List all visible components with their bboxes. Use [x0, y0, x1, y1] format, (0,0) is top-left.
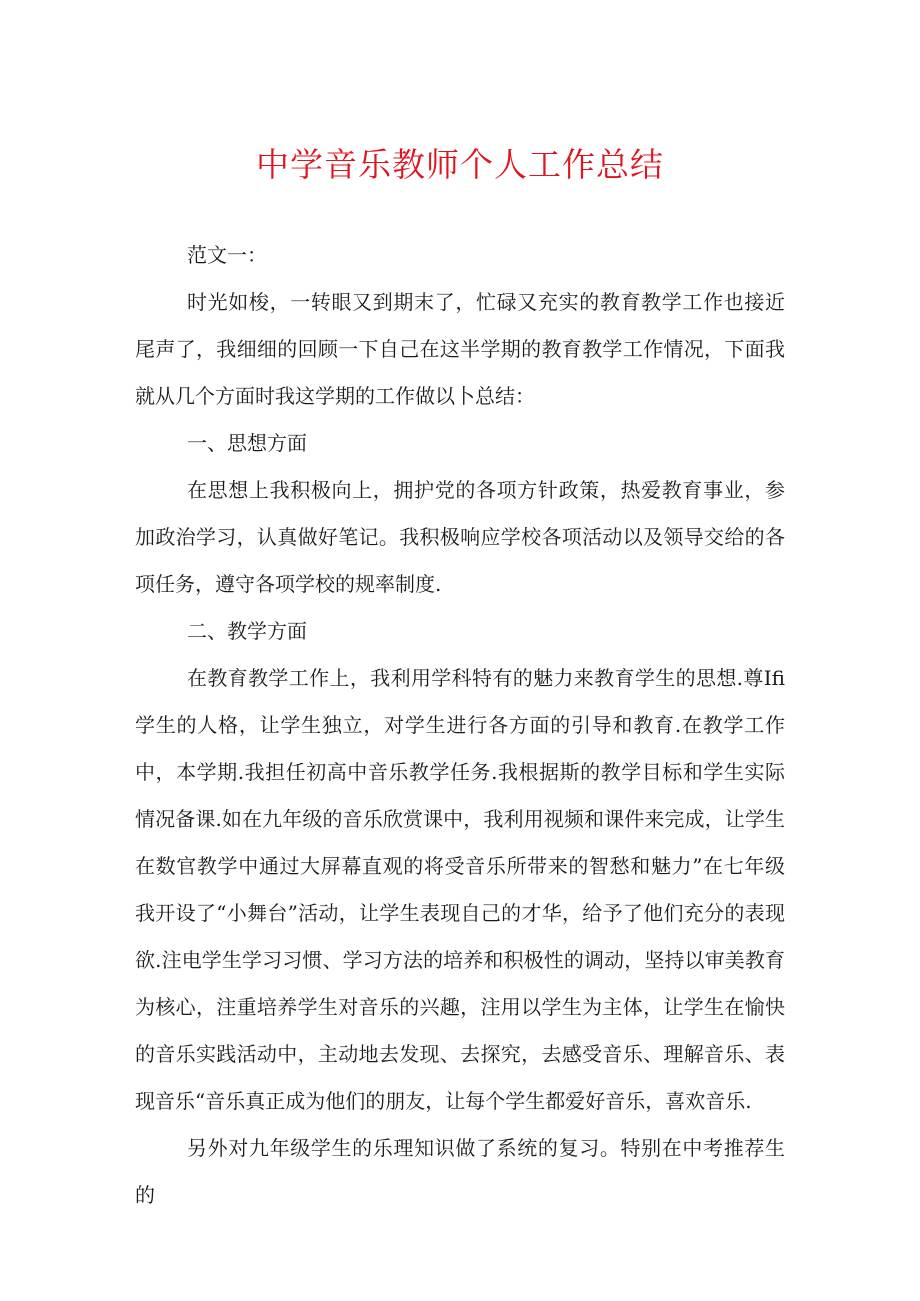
- document-title: 中学音乐教师个人工作总结: [256, 145, 664, 184]
- paragraph-sample-label: 范文一：: [187, 243, 267, 267]
- paragraph-thought: 在思想上我积极向上，拥护党的各项方针政策，热爱教育事业，参加政治学习，认真做好笔记。我积极响应学校各项活动以及领导交给的各项任务，遵守各项学校的规率制度.: [135, 478, 785, 596]
- paragraph-teaching: 在教育教学工作上，我利用学科特有的魅力来教育学生的思想.尊Ifi学生的人格，让学生独立，对学生进行各方面的引导和教育.在教学工作中，本学期.我担任初高中音乐教学任务.我根据斯的教学目标和学生实际情况备课.如在九年级的音乐欣赏课中，我利用视频和课件来完成，让学生在数官教学中通过大屏幕直观的将受音乐所带来的智愁和魅力”在七年级我开设了“小舞台”活动，让学生表现自己的才华，给予了他们充分的表现欲.注电学生学习习惯、学习方法的培养和积极性的调动，坚持以审美教育为核心，注重培养学生对音乐的兴趣，注用以学生为主体，让学生在愉快的音乐实践活动中，主动地去发现、去探究，去感受音乐、理解音乐、表现音乐“音乐真正成为他们的朋友，让每个学生都爱好音乐，喜欢音乐.: [135, 666, 785, 1113]
- paragraph-intro: 时光如梭，一转眼又到期末了，忙碌又充实的教育教学工作也接近尾声了，我细细的回顾一下自己在这半学期的教育教学工作情况，下面我就从几个方面时我这学期的工作做以卜总结：: [135, 290, 785, 408]
- section-heading-teaching: 二、教学方面: [187, 619, 307, 643]
- section-heading-thought: 一、思想方面: [187, 431, 307, 455]
- paragraph-review: 另外对九年级学生的乐理知识做了系统的复习。特别在中考推荐生的: [135, 1136, 785, 1207]
- document-body: [135, 232, 785, 1219]
